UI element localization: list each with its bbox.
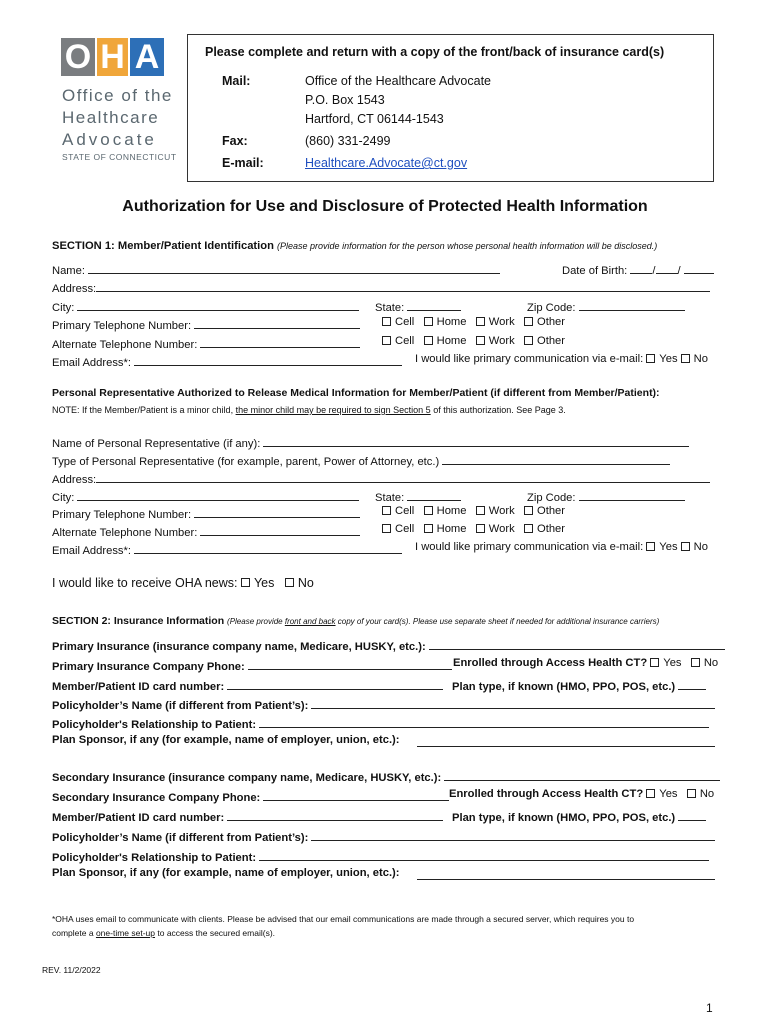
rep-zip-field[interactable] <box>579 488 685 501</box>
plan-type-label: Plan type, if known (HMO, PPO, POS, etc.) <box>452 681 676 693</box>
cell-label: Cell <box>395 335 415 347</box>
secondary-ins-row <box>52 768 720 784</box>
secondary-ins-field[interactable] <box>444 768 720 781</box>
work-checkbox[interactable] <box>476 336 485 345</box>
rep-email-row <box>52 541 402 557</box>
other-label: Other <box>537 335 565 347</box>
email-pref-yes-checkbox[interactable] <box>646 354 655 363</box>
section2-note-a: (Please provide <box>227 617 285 626</box>
state-field[interactable] <box>407 298 461 311</box>
member-id-label: Member/Patient ID card number: <box>52 681 225 693</box>
secondary-relationship-row <box>52 848 709 864</box>
dob-row: Date of Birth: / / <box>562 261 714 277</box>
work-checkbox[interactable] <box>476 524 485 533</box>
other-label: Other <box>537 316 565 328</box>
footnote-line2 <box>52 928 275 938</box>
yes-label: Yes <box>659 541 678 553</box>
name-row <box>52 261 500 277</box>
other-checkbox[interactable] <box>524 524 533 533</box>
home-label: Home <box>436 523 467 535</box>
primary-policyholder-field[interactable] <box>311 696 715 709</box>
home-checkbox[interactable] <box>424 524 433 533</box>
primary-policyholder-row <box>52 696 715 712</box>
logo-letter-h: H <box>100 38 125 76</box>
primary-member-id-field[interactable] <box>227 677 443 690</box>
secondary-ins-phone-label: Secondary Insurance Company Phone: <box>52 792 261 804</box>
cell-checkbox[interactable] <box>382 317 391 326</box>
page-number: 1 <box>706 1001 713 1015</box>
mail-line2: P.O. Box 1543 <box>305 93 385 107</box>
revision-date: REV. 11/2/2022 <box>42 965 101 975</box>
rep-note-a: NOTE: If the Member/Patient is a minor child, <box>52 405 236 415</box>
secondary-policyholder-row <box>52 828 715 844</box>
rep-state-row <box>375 488 461 504</box>
secondary-relationship-field[interactable] <box>259 848 709 861</box>
relationship-label: Policyholder's Relationship to Patient: <box>52 852 257 864</box>
rep-alternate-phone-field[interactable] <box>200 523 360 536</box>
footnote-setup-link[interactable]: one-time set-up <box>95 928 156 938</box>
primary-ins-field[interactable] <box>429 637 725 650</box>
email-link[interactable]: Healthcare.Advocate@ct.gov <box>305 156 468 170</box>
mail-line1: Office of the Healthcare Advocate <box>305 74 491 88</box>
secondary-sponsor-row <box>52 867 400 879</box>
rep-name-row <box>52 434 689 450</box>
work-label: Work <box>488 335 515 347</box>
no-label: No <box>703 657 719 669</box>
secondary-member-id-row <box>52 808 443 824</box>
rep-name-label: Name of Personal Representative (if any): <box>52 438 261 450</box>
section2-header <box>52 615 659 627</box>
address-row <box>52 279 710 295</box>
other-checkbox[interactable] <box>524 317 533 326</box>
home-label: Home <box>436 505 467 517</box>
policyholder-label: Policyholder’s Name (if different from Patient’s): <box>52 700 309 712</box>
city-label: City: <box>52 302 75 314</box>
oha-news-no-label: No <box>297 576 314 590</box>
cell-checkbox[interactable] <box>382 524 391 533</box>
work-checkbox[interactable] <box>476 317 485 326</box>
dob-label: Date of Birth: <box>562 265 628 277</box>
oha-news-no-checkbox[interactable] <box>285 578 294 587</box>
logo-letter-o: O <box>64 38 92 76</box>
cell-checkbox[interactable] <box>382 506 391 515</box>
rep-primary-phone-type <box>382 505 565 517</box>
yes-label: Yes <box>663 657 682 669</box>
rep-type-label: Type of Personal Representative (for example, parent, Power of Attorney, etc.) <box>52 456 440 468</box>
rep-address-label: Address: <box>52 474 97 486</box>
primary-ins-label: Primary Insurance (insurance company name, Medicare, HUSKY, etc.): <box>52 641 426 653</box>
oha-news-yes-label: Yes <box>253 576 275 590</box>
rep-primary-phone-row <box>52 505 360 521</box>
primary-phone-label: Primary Telephone Number: <box>52 320 192 332</box>
no-label: No <box>699 788 715 800</box>
primary-ins-phone-field[interactable] <box>248 657 452 670</box>
fax-number: (860) 331-2499 <box>305 134 391 148</box>
primary-sponsor-field[interactable] <box>417 734 715 747</box>
section2-note <box>227 617 659 626</box>
rep-zip-row <box>527 488 685 504</box>
secondary-plan-type-field[interactable] <box>678 808 706 821</box>
cell-label: Cell <box>395 316 415 328</box>
section2-note-c: copy of your card(s). Please use separate sheet if needed for additional insurance carriers) <box>335 617 660 626</box>
footnote-line2-a: complete a <box>52 928 96 938</box>
primary-sponsor-row <box>52 734 400 746</box>
rep-state-label: State: <box>375 492 405 504</box>
member-id-label: Member/Patient ID card number: <box>52 812 225 824</box>
rep-alternate-phone-row <box>52 523 360 539</box>
mail-label: Mail: <box>222 74 251 88</box>
secondary-member-id-field[interactable] <box>227 808 443 821</box>
secondary-ins-label: Secondary Insurance (insurance company name, Medicare, HUSKY, etc.): <box>52 772 442 784</box>
secondary-enrolled-no-checkbox[interactable] <box>687 789 696 798</box>
alternate-phone-row <box>52 335 360 351</box>
return-instruction: Please complete and return with a copy of the front/back of insurance card(s) <box>205 45 665 59</box>
primary-plan-type-field[interactable] <box>678 677 706 690</box>
home-checkbox[interactable] <box>424 506 433 515</box>
dob-month-field[interactable] <box>630 261 652 274</box>
logo-letter-a: A <box>134 38 160 76</box>
alternate-phone-label: Alternate Telephone Number: <box>52 339 198 351</box>
primary-relationship-row <box>52 715 709 731</box>
alternate-phone-type <box>382 335 565 347</box>
page-title: Authorization for Use and Disclosure of Protected Health Information <box>122 198 648 215</box>
footnote-line2-c: to access the secured email(s). <box>155 928 276 938</box>
relationship-label: Policyholder's Relationship to Patient: <box>52 719 257 731</box>
logo-line2: Healthcare <box>62 108 160 127</box>
rep-note <box>52 405 566 415</box>
rep-email-label: Email Address*: <box>52 545 131 557</box>
rep-note-b: the minor child may be required to sign Section 5 <box>235 405 431 415</box>
home-label: Home <box>436 335 467 347</box>
city-row <box>52 298 359 314</box>
work-label: Work <box>488 523 515 535</box>
primary-ins-phone-label: Primary Insurance Company Phone: <box>52 661 245 673</box>
rep-zip-label: Zip Code: <box>527 492 576 504</box>
footnote-line1: *OHA uses email to communicate with clients. Please be advised that our email communications are made through a secured server, which requires you to <box>52 914 635 924</box>
sponsor-label: Plan Sponsor, if any (for example, name of employer, union, etc.): <box>52 867 400 879</box>
other-label: Other <box>537 523 565 535</box>
primary-phone-row <box>52 316 360 332</box>
rep-address-field[interactable] <box>96 470 710 483</box>
oha-news-label: I would like to receive OHA news: <box>52 576 238 590</box>
rep-email-field[interactable] <box>134 541 402 554</box>
rep-primary-phone-field[interactable] <box>194 505 360 518</box>
address-label: Address: <box>52 283 97 295</box>
work-label: Work <box>488 505 515 517</box>
rep-alternate-phone-type <box>382 523 565 535</box>
plan-type-label: Plan type, if known (HMO, PPO, POS, etc.) <box>452 812 676 824</box>
rep-email-pref-no-checkbox[interactable] <box>681 542 690 551</box>
rep-primary-phone-label: Primary Telephone Number: <box>52 509 192 521</box>
primary-member-id-row <box>52 677 443 693</box>
name-field[interactable] <box>88 261 500 274</box>
primary-enrolled-row <box>453 657 718 669</box>
logo-o-block <box>61 38 95 76</box>
secondary-sponsor-field[interactable] <box>417 867 715 880</box>
primary-phone-field[interactable] <box>194 316 360 329</box>
section1-heading: SECTION 1: Member/Patient Identification <box>52 240 274 252</box>
rep-email-pref-row <box>415 541 708 553</box>
rep-note-c: of this authorization. See Page 3. <box>430 405 566 415</box>
dob-year-field[interactable] <box>684 261 714 274</box>
zip-field[interactable] <box>579 298 685 311</box>
logo-a-block <box>130 38 164 76</box>
rep-city-field[interactable] <box>77 488 359 501</box>
section1-note: (Please provide information for the person whose personal health information will be disclosed.) <box>277 241 658 251</box>
zip-row <box>527 298 685 314</box>
email-row <box>52 353 402 369</box>
rep-state-field[interactable] <box>407 488 461 501</box>
secondary-sponsor-field-wrap <box>417 867 715 885</box>
address-field[interactable] <box>96 279 710 292</box>
work-checkbox[interactable] <box>476 506 485 515</box>
rep-city-label: City: <box>52 492 75 504</box>
rep-address-row <box>52 470 710 486</box>
enrolled-label: Enrolled through Access Health CT? <box>449 788 644 800</box>
logo-state: STATE OF CONNECTICUT <box>62 152 177 162</box>
home-label: Home <box>436 316 467 328</box>
cell-label: Cell <box>395 505 415 517</box>
yes-label: Yes <box>659 788 678 800</box>
rep-type-field[interactable] <box>442 452 670 465</box>
primary-plan-type-row <box>452 677 706 693</box>
secondary-phone-ins-row <box>52 788 449 804</box>
rep-heading: Personal Representative Authorized to Release Medical Information for Member/Patient (if different from Member/Patient): <box>52 387 660 399</box>
rep-email-pref-label: I would like primary communication via e-mail: <box>415 541 644 553</box>
primary-enrolled-yes-checkbox[interactable] <box>650 658 659 667</box>
rep-type-row <box>52 452 670 468</box>
logo-line1: Office of the <box>62 86 173 105</box>
name-label: Name: <box>52 265 85 277</box>
rep-alternate-phone-label: Alternate Telephone Number: <box>52 527 198 539</box>
city-field[interactable] <box>77 298 359 311</box>
fax-label: Fax: <box>222 134 248 148</box>
secondary-enrolled-yes-checkbox[interactable] <box>646 789 655 798</box>
section2-heading: SECTION 2: Insurance Information <box>52 615 225 627</box>
email-pref-row <box>415 353 708 365</box>
rep-name-field[interactable] <box>263 434 689 447</box>
email-pref-label: I would like primary communication via e-mail: <box>415 353 644 365</box>
primary-phone-type <box>382 316 565 328</box>
email-field[interactable] <box>134 353 402 366</box>
state-label: State: <box>375 302 405 314</box>
email-label: E-mail: <box>222 156 264 170</box>
secondary-policyholder-field[interactable] <box>311 828 715 841</box>
home-checkbox[interactable] <box>424 317 433 326</box>
section1-header <box>52 240 657 252</box>
logo-h-block <box>97 38 128 76</box>
cell-checkbox[interactable] <box>382 336 391 345</box>
state-row <box>375 298 461 314</box>
home-checkbox[interactable] <box>424 336 433 345</box>
yes-label: Yes <box>659 353 678 365</box>
alternate-phone-field[interactable] <box>200 335 360 348</box>
dob-day-field[interactable] <box>656 261 678 274</box>
no-label: No <box>693 541 708 553</box>
zip-label: Zip Code: <box>527 302 576 314</box>
primary-relationship-field[interactable] <box>259 715 709 728</box>
other-checkbox[interactable] <box>524 506 533 515</box>
mail-line3: Hartford, CT 06144-1543 <box>305 112 444 126</box>
oha-news-row <box>52 576 314 590</box>
section2-note-b: front and back <box>284 617 336 626</box>
other-checkbox[interactable] <box>524 336 533 345</box>
secondary-enrolled-row <box>449 788 714 800</box>
email-pref-no-checkbox[interactable] <box>681 354 690 363</box>
rep-email-pref-yes-checkbox[interactable] <box>646 542 655 551</box>
logo-line3: Advocate <box>62 130 157 149</box>
email-field-label: Email Address*: <box>52 357 131 369</box>
primary-phone-ins-row <box>52 657 452 673</box>
primary-sponsor-field-wrap <box>417 734 715 752</box>
primary-ins-row <box>52 637 725 653</box>
cell-label: Cell <box>395 523 415 535</box>
sponsor-label: Plan Sponsor, if any (for example, name of employer, union, etc.): <box>52 734 400 746</box>
other-label: Other <box>537 505 565 517</box>
rep-city-row <box>52 488 359 504</box>
secondary-ins-phone-field[interactable] <box>263 788 449 801</box>
enrolled-label: Enrolled through Access Health CT? <box>453 657 648 669</box>
secondary-plan-type-row <box>452 808 706 824</box>
work-label: Work <box>488 316 515 328</box>
policyholder-label: Policyholder’s Name (if different from Patient’s): <box>52 832 309 844</box>
no-label: No <box>693 353 708 365</box>
primary-enrolled-no-checkbox[interactable] <box>691 658 700 667</box>
oha-news-yes-checkbox[interactable] <box>241 578 250 587</box>
